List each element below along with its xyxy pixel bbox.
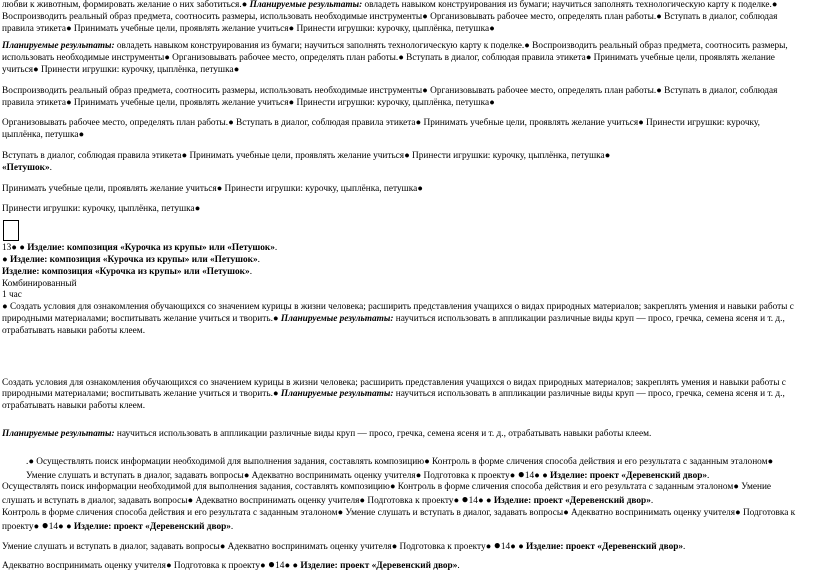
paragraph-20 xyxy=(2,559,802,573)
large-bullet: ● xyxy=(517,466,525,481)
product-title: ● Изделие: композиция «Курочка из крупы» или «Петушок» xyxy=(19,243,275,254)
paragraph-10 xyxy=(2,267,802,279)
lesson-type: Комбинированный xyxy=(2,278,77,289)
heading-inline: Планируемые результаты: xyxy=(2,41,115,52)
large-bullet: ● xyxy=(461,492,469,507)
empty-box xyxy=(3,220,19,241)
paragraph-13 xyxy=(2,302,802,337)
lesson-number: 14● xyxy=(468,496,486,507)
heading-inline: Планируемые результаты: xyxy=(280,313,394,324)
paragraph-14 xyxy=(2,378,802,413)
text-run: Адекватно воспринимать оценку учителя● Подготовка к проекту● xyxy=(2,561,268,572)
text-run: научиться использовать в аппликации различные виды круп — просо, гречка, семена ясеня и т. д., отрабатывать навыки работы клеем. xyxy=(2,313,785,336)
text-run: . xyxy=(257,254,260,265)
text-run: Умение слушать и вступать в диалог, задавать вопросы● Адекватно воспринимать оценку учителя● Подготовка к проекту● xyxy=(2,541,494,552)
paragraph-17 xyxy=(2,482,802,508)
product-title: Изделие: композиция «Курочка из крупы» или «Петушок» xyxy=(2,266,250,277)
heading-inline: Планируемые результаты: xyxy=(280,389,394,400)
product-title: ● Изделие: проект «Деревенский двор» xyxy=(65,521,231,532)
paragraph-5 xyxy=(2,151,802,175)
lesson-number: 14● xyxy=(500,541,519,552)
lesson-number: 14● xyxy=(524,470,543,481)
heading-inline: Планируемые результаты: xyxy=(2,428,115,439)
text-run: . xyxy=(230,521,234,532)
paragraph-16 xyxy=(2,457,802,483)
text-run: . xyxy=(683,541,686,552)
paragraph-1 xyxy=(2,0,802,35)
large-bullet: ● xyxy=(493,537,501,552)
text-run: .● Осуществлять поиск информации необходимой для выполнения задания, составлять композицию● Контроль в форме сличения способа действия и его результата с заданным эталоном● Умение слушать и вступать в диалог, задавать вопросы● Адекватно воспринимать оценку учителя● Подготовка к проекту● xyxy=(26,456,774,481)
paragraph-3: Воспроизводить реальный образ предмета, соотносить размеры, использовать необходимые инструменты● Организовывать рабочее место, определять план работы.● Вступать в диалог, соблюдая правила этикета● Принимать учебные цели, проявлять желание учиться● Принести игрушки: курочку, цыплёнка, петушка● xyxy=(2,85,778,108)
lesson-number: 14● xyxy=(48,521,66,532)
paragraph-2 xyxy=(2,41,802,76)
lesson-duration: 1 час xyxy=(2,290,22,301)
text-run: Создать условия для ознакомления обучающихся со значением курицы в жизни человека; расширить представления учащихся о видах природных материалов; закреплять умения и навыки работы с природными материалами; воспитывать желание учиться и творить. xyxy=(2,377,786,400)
paragraph-4: Организовывать рабочее место, определять план работы.● Вступать в диалог, соблюдая правила этикета● Принимать учебные цели, проявлять желание учиться● Принести игрушки: курочку, цыплёнка, петушка● xyxy=(2,118,760,141)
text-run: . xyxy=(707,470,710,481)
text-run: Вступать в диалог, соблюдая правила этикета● Принимать учебные цели, проявлять желание учиться● Принести игрушки: курочку, цыплёнка, петушка● xyxy=(2,150,611,161)
paragraph-15 xyxy=(2,429,802,441)
product-title: ● Изделие: композиция «Курочка из крупы» или «Петушок» xyxy=(2,254,258,265)
text-run: Контроль в форме сличения способа действия и его результата с заданным эталоном● Умение слушать и вступать в диалог, задавать вопросы● Адекватно воспринимать оценку учителя● Подготовка к проекту● xyxy=(2,507,796,532)
lesson-number: 13● xyxy=(2,243,20,254)
text-run: . xyxy=(457,561,460,572)
paragraph-8 xyxy=(2,243,802,255)
bullet: ● xyxy=(241,0,250,10)
paragraph-6: Принимать учебные цели, проявлять желание учиться● Принести игрушки: курочку, цыплёнка, петушка● xyxy=(2,183,423,194)
large-bullet: ● xyxy=(41,517,49,532)
text-run: . xyxy=(49,162,52,173)
text-run: научиться использовать в аппликации различные виды круп — просо, гречка, семена ясеня и т. д., отрабатывать навыки работы клеем. xyxy=(2,389,785,412)
text-run: ● Создать условия для ознакомления обучающихся со значением курицы в жизни человека; расширить представления учащихся о видах природных материалов; закреплять умения и навыки работы с природными материалами; воспитывать желание учиться и творить. xyxy=(2,302,794,324)
text-run: овладеть навыком конструирования из бумаги; научиться заполнять технологическую карту к поделке.● Воспроизводить реальный образ предмета, соотносить размеры, использовать необходимые инструменты● Организовывать рабочее место, определять план работы.● Вступать в диалог, соблюдая правила этикета● Принимать учебные цели, проявлять желание учиться● Принести игрушки: курочку, цыплёнка, петушка● xyxy=(2,41,788,75)
product-name: «Петушок» xyxy=(2,162,50,173)
paragraph-19 xyxy=(2,537,802,554)
product-title: ● Изделие: проект «Деревенский двор» xyxy=(518,541,684,552)
text-run: . xyxy=(274,243,278,254)
text-run: . xyxy=(249,266,253,277)
paragraph-9 xyxy=(2,255,802,267)
paragraph-7: Принести игрушки: курочку, цыплёнка, петушка● xyxy=(2,204,201,215)
bullet: ● xyxy=(272,313,281,324)
paragraph-18 xyxy=(2,508,802,534)
lesson-number: 14● xyxy=(275,561,293,572)
text-run: Осуществлять поиск информации необходимой для выполнения задания, составлять композицию● Контроль в форме сличения способа действия и его результата с заданным эталоном● Умение слушать и вступать в диалог, задавать вопросы● Адекватно воспринимать оценку учителя● Подготовка к проекту● xyxy=(2,482,772,507)
text-run: овладеть навыком конструирования из бумаги; научиться заполнять технологическую карту к поделке.● Воспроизводить реальный образ предмета, соотносить размеры, использовать необходимые инструменты● Организовывать рабочее место, определять план работы.● Вступать в диалог, соблюдая правила этикета● Принимать учебные цели, проявлять желание учиться● Принести игрушки: курочку, цыплёнка, петушка● xyxy=(2,0,778,34)
text-run: любви к животным, формировать желание о них заботиться. xyxy=(2,0,242,10)
product-title: ● Изделие: проект «Деревенский двор» xyxy=(485,496,651,507)
product-title: ● Изделие: проект «Деревенский двор» xyxy=(292,561,458,572)
bullet: ● xyxy=(272,389,281,400)
large-bullet: ● xyxy=(267,557,276,572)
product-title: ● Изделие: проект «Деревенский двор» xyxy=(542,470,708,481)
text-run: . xyxy=(650,496,654,507)
heading-inline: Планируемые результаты: xyxy=(249,0,363,10)
text-run: научиться использовать в аппликации различные виды круп — просо, гречка, семена ясеня и т. д., отрабатывать навыки работы клеем. xyxy=(114,428,652,439)
